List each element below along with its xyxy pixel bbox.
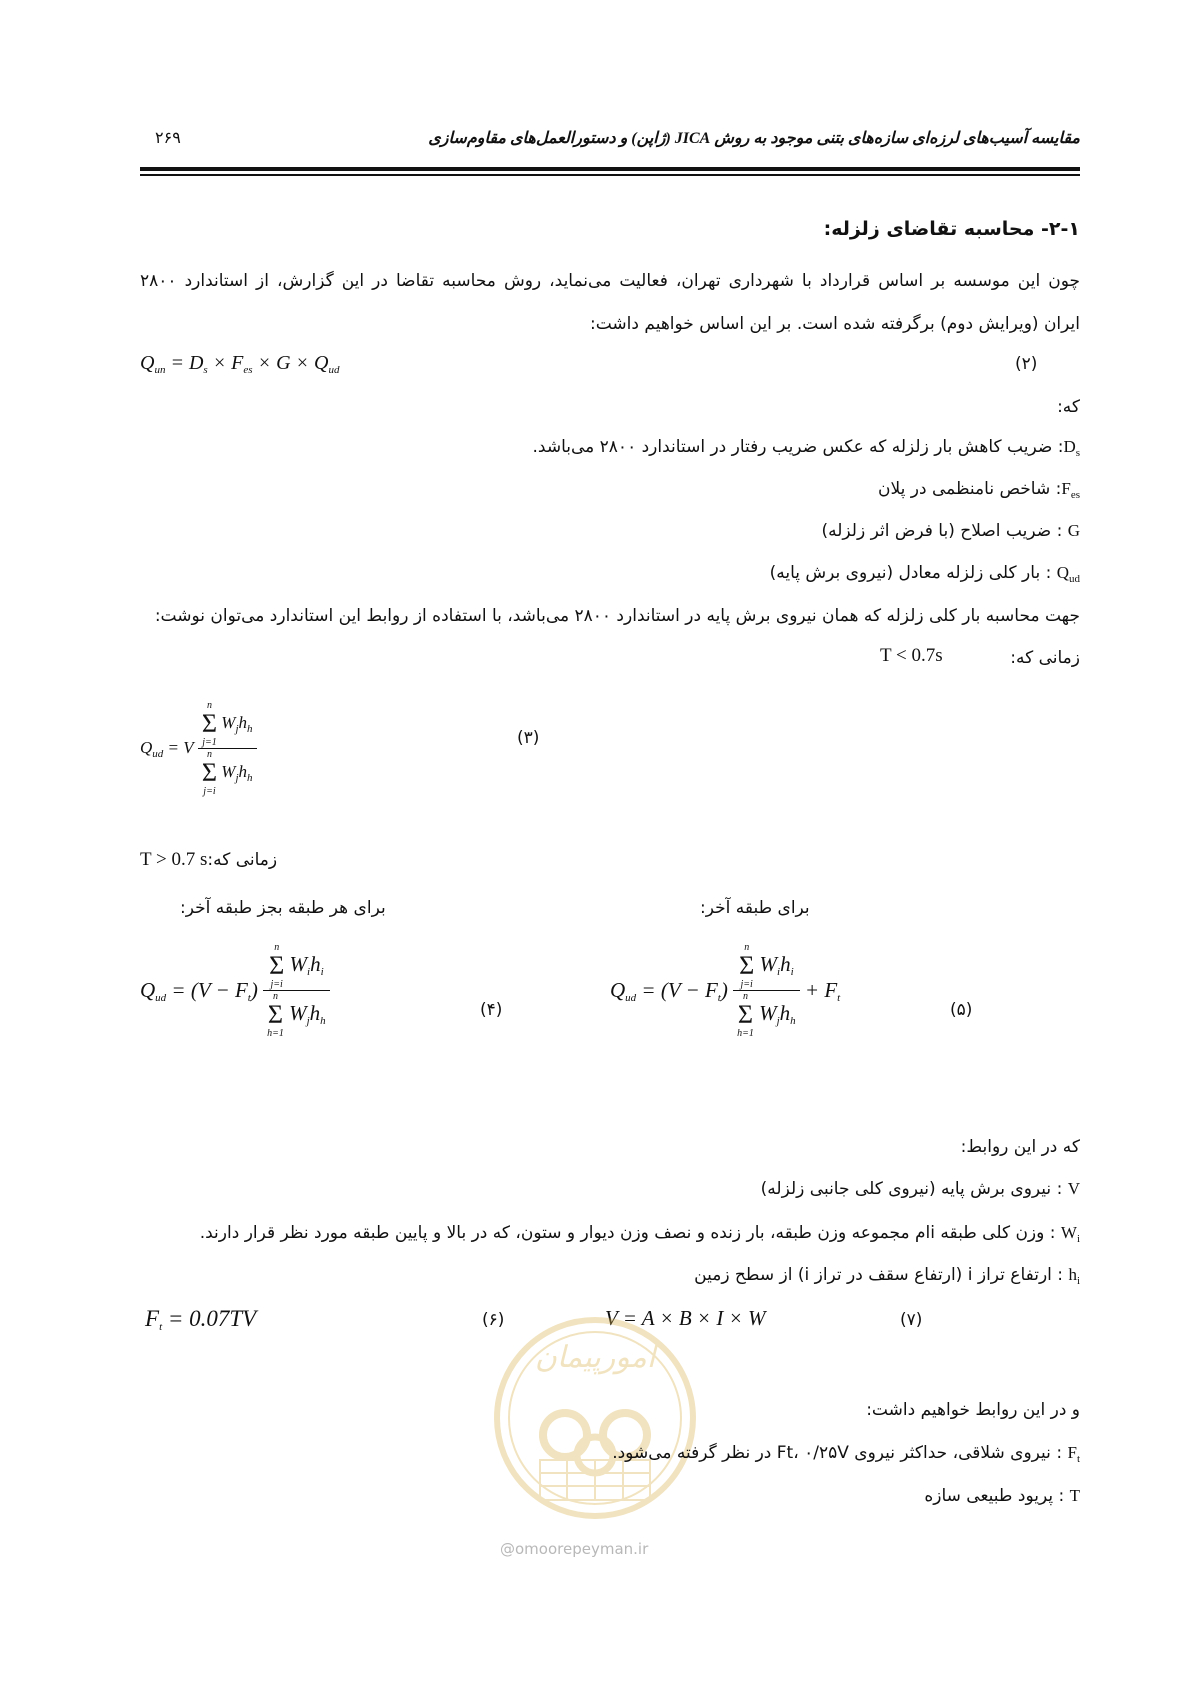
equation-number: (۲): [1015, 354, 1038, 374]
watermark-url: @omoorepeyman.ir: [500, 1540, 649, 1558]
equation-number: (۵): [950, 1000, 973, 1020]
definition-wi: $W_i$ : وزن کلی طبقه iام مجموعه وزن طبقه، بار زنده و نصف وزن دیوار و ستون، که در بالا و پایین طبقه مورد نظر قرار دارند.: [199, 1223, 1080, 1245]
equation-5: $Q_{ud} = (V - F_t)$ n Σ j=i $W_ih_i$ n Σ h=1 $W_jh_h$ + $F_t$: [610, 942, 841, 1039]
equation-4: $Q_{ud} = (V - F_t)$ n Σ j=i $W_ih_i$ n Σ h=1 $W_jh_h$: [140, 942, 330, 1039]
definition-fes: $F_{es}$: شاخص نامنظمی در پلان: [878, 479, 1080, 501]
running-header-title: مقایسه آسیب‌های لرزه‌ای سازه‌های بتنی موجود به روش JICA (ژاپن) و دستورالعمل‌های مقاوم‌سازی: [428, 130, 1080, 147]
paragraph-line: چون این موسسه بر اساس قرارداد با شهرداری تهران، فعالیت می‌نماید، روش محاسبه تقاضا در این گزارش، از استاندارد ۲۸۰۰: [140, 271, 1080, 291]
equation-number: (۶): [482, 1310, 505, 1330]
where-label: که:: [1057, 397, 1080, 417]
definition-qud: $Q_{ud}$ : بار کلی زلزله معادل (نیروی برش پایه): [769, 563, 1080, 585]
definition-hi: $h_i$ : ارتفاع تراز i (ارتفاع سقف در تراز i) از سطح زمین: [694, 1265, 1080, 1287]
definition-g: G : ضریب اصلاح (با فرض اثر زلزله): [821, 521, 1080, 541]
equation-2: $Q_{un} = D_s \times F_{es} \times G \times Q_{ud}$: [140, 352, 340, 376]
equation-7: V = A × B × I × W: [605, 1306, 766, 1330]
condition-label: زمانی که:: [1010, 648, 1080, 668]
page-number: ۲۶۹: [155, 128, 181, 147]
column-label-right: برای طبقه آخر:: [700, 898, 810, 918]
equation-6: $F_t = 0.07TV$: [145, 1306, 257, 1333]
where-label: که در این روابط:: [960, 1137, 1080, 1157]
equation-number: (۷): [900, 1310, 923, 1330]
definition-ft: $F_t$ : نیروی شلاقی، حداکثر نیروی Ft، ۰/۲۵V در نظر گرفته می‌شود.: [612, 1443, 1080, 1465]
header-rule-thin: [140, 174, 1080, 176]
condition-line: T > 0.7 sزمانی که:: [140, 849, 278, 870]
equation-number: (۴): [480, 1000, 503, 1020]
watermark-seal-text: امورپیمان: [534, 1340, 656, 1375]
section-heading: ۲-۱- محاسبه تقاضای زلزله:: [823, 218, 1080, 240]
column-label-left: برای هر طبقه بجز طبقه آخر:: [180, 898, 386, 918]
watermark-seal: [490, 1310, 700, 1525]
condition-value: T < 0.7s: [880, 645, 943, 666]
header-rule-thick: [140, 167, 1080, 171]
paragraph-line: ایران (ویرایش دوم) برگرفته شده است. بر این اساس خواهیم داشت:: [590, 314, 1080, 334]
definition-t: T : پریود طبیعی سازه: [924, 1486, 1080, 1506]
definition-ds: $D_s$: ضریب کاهش بار زلزله که عکس ضریب رفتار در استاندارد ۲۸۰۰ می‌باشد.: [532, 437, 1080, 459]
definition-v: V : نیروی برش پایه (نیروی کلی جانبی زلزله): [760, 1179, 1080, 1199]
paragraph-line: جهت محاسبه بار کلی زلزله که همان نیروی برش پایه در استاندارد ۲۸۰۰ می‌باشد، با استفاده از روابط این استاندارد می‌توان نوشت:: [154, 606, 1080, 626]
equation-number: (۳): [517, 728, 540, 748]
and-label: و در این روابط خواهیم داشت:: [866, 1400, 1080, 1420]
equation-3: $Q_{ud} = V$ n Σ j=1 $W_jh_h$ n Σ j=i $W_jh_h$: [140, 700, 257, 797]
